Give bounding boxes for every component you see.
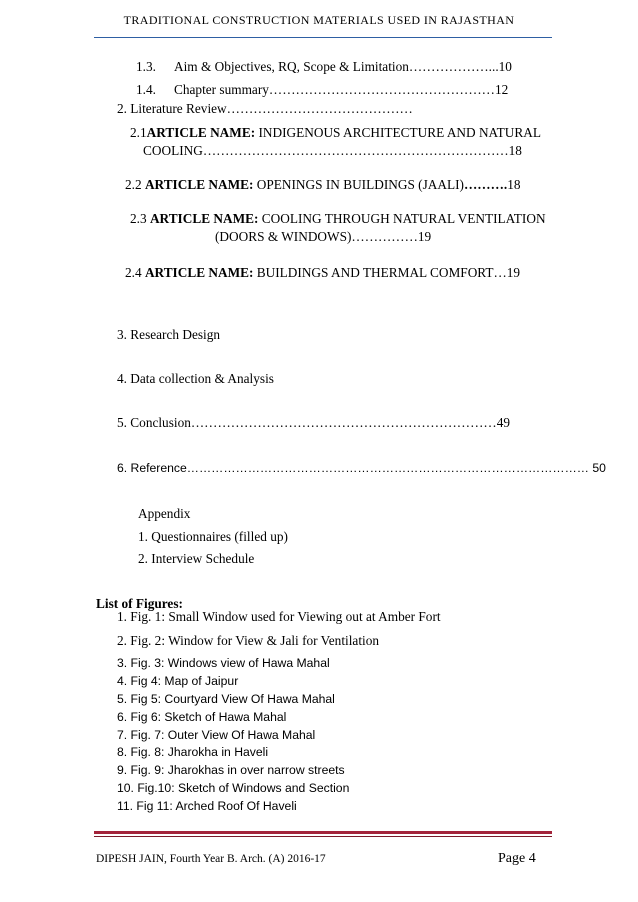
toc-2-2-dots: ………. xyxy=(463,177,508,192)
toc-1-3-number: 1.3. xyxy=(136,59,156,74)
toc-2-4-label: ARTICLE NAME: xyxy=(144,265,254,280)
toc-2-2-title: OPENINGS IN BUILDINGS (JAALI) xyxy=(253,177,464,192)
toc-6-reference: 6. Reference……………………………………………………………………………………… 50 xyxy=(117,461,606,475)
toc-4-data-collection: 4. Data collection & Analysis xyxy=(117,371,274,386)
toc-2-literature-review: 2. Literature Review…………………………………… xyxy=(117,101,413,116)
toc-2-3-line2: (DOORS & WINDOWS)……………19 xyxy=(215,229,432,244)
figure-item-2: 2. Fig. 2: Window for View & Jali for Ventilation xyxy=(117,633,380,648)
toc-2-2-label: ARTICLE NAME: xyxy=(144,177,254,192)
figure-item-1: 1. Fig. 1: Small Window used for Viewing out at Amber Fort xyxy=(117,609,441,624)
toc-5-conclusion: 5. Conclusion……………………………………………………………49 xyxy=(117,415,510,430)
toc-2-1-line2: COOLING……………………………………………………………18 xyxy=(143,143,522,158)
figure-item-11: 11. Fig 11: Arched Roof Of Haveli xyxy=(117,799,297,813)
toc-1-3-text: Aim & Objectives, RQ, Scope & Limitation………………...10 xyxy=(174,59,512,74)
toc-2-4 xyxy=(125,265,520,281)
toc-2-4-prefix: 2.4 xyxy=(125,265,145,280)
figure-item-7: 7. Fig. 7: Outer View Of Hawa Mahal xyxy=(117,728,316,742)
footer-author: DIPESH JAIN, Fourth Year B. Arch. (A) 2016-17 xyxy=(96,853,326,865)
list-of-figures-title: List of Figures: xyxy=(96,596,183,611)
figure-item-3: 3. Fig. 3: Windows view of Hawa Mahal xyxy=(117,656,330,670)
appendix-item-2: 2. Interview Schedule xyxy=(138,551,255,566)
figure-item-10: 10. Fig.10: Sketch of Windows and Section xyxy=(117,781,350,795)
toc-2-1-prefix: 2.1 xyxy=(130,125,147,140)
footer-rule-bottom xyxy=(94,836,552,837)
toc-2-2-prefix: 2.2 xyxy=(125,177,145,192)
toc-1-3 xyxy=(136,59,512,75)
figure-item-9: 9. Fig. 9: Jharokhas in over narrow streets xyxy=(117,763,345,777)
toc-1-4-number: 1.4. xyxy=(136,82,156,97)
toc-2-3-line1 xyxy=(130,211,546,227)
toc-2-3-label: ARTICLE NAME: xyxy=(149,211,259,226)
appendix-item-1: 1. Questionnaires (filled up) xyxy=(138,529,288,544)
toc-2-1-title: INDIGENOUS ARCHITECTURE AND NATURAL xyxy=(255,125,542,140)
page-header-title: TRADITIONAL CONSTRUCTION MATERIALS USED IN RAJASTHAN xyxy=(123,13,515,27)
toc-2-2 xyxy=(125,177,521,193)
appendix-title: Appendix xyxy=(138,506,191,521)
toc-2-1-label: ARTICLE NAME: xyxy=(146,125,256,140)
figure-item-4: 4. Fig 4: Map of Jaipur xyxy=(117,674,239,688)
footer-rule-top xyxy=(94,831,552,834)
toc-3-research-design: 3. Research Design xyxy=(117,327,221,342)
toc-2-1-line1 xyxy=(130,125,541,141)
toc-2-3-prefix: 2.3 xyxy=(130,211,150,226)
toc-1-4-text: Chapter summary……………………………………………12 xyxy=(174,82,509,97)
header-rule xyxy=(94,37,552,38)
toc-1-4 xyxy=(136,82,509,98)
footer-page-number: Page 4 xyxy=(498,851,536,866)
figure-item-6: 6. Fig 6: Sketch of Hawa Mahal xyxy=(117,710,287,724)
toc-2-3-title: COOLING THROUGH NATURAL VENTILATION xyxy=(258,211,546,226)
toc-2-4-title: BUILDINGS AND THERMAL COMFORT…19 xyxy=(253,265,521,280)
figure-item-5: 5. Fig 5: Courtyard View Of Hawa Mahal xyxy=(117,692,335,706)
toc-2-2-page: 18 xyxy=(507,177,521,192)
figure-item-8: 8. Fig. 8: Jharokha in Haveli xyxy=(117,745,269,759)
